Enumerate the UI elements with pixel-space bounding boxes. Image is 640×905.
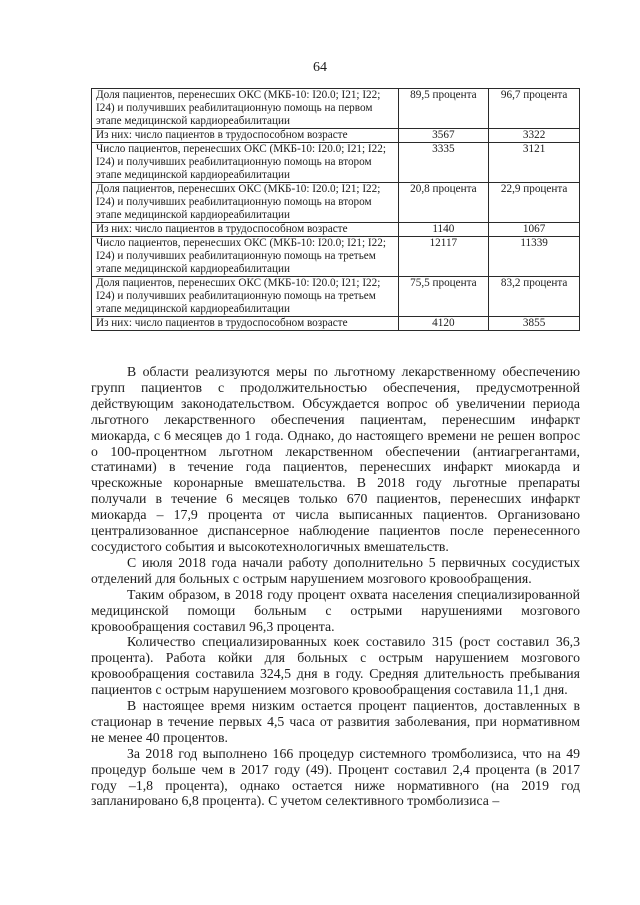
paragraph: В настоящее время низким остается процент пациентов, доставленных в стационар в течение первых 4,5 часа от развития заболевания, при нормативном не менее 40 процентов.: [91, 698, 580, 745]
table-row: [92, 143, 580, 183]
row-label: Число пациентов, перенесших ОКС (МКБ-10: I20.0; I21; I22; I24) и получивших реабилитационную помощь на втором этапе медицинской кардиореабилитации: [92, 143, 399, 183]
row-label: Из них: число пациентов в трудоспособном возрасте: [92, 129, 399, 143]
table-row: [92, 277, 580, 317]
value-cell: 1140: [398, 223, 489, 237]
value-cell: 3855: [489, 317, 580, 331]
value-cell: 83,2 процента: [489, 277, 580, 317]
value-cell: 12117: [398, 237, 489, 277]
paragraph: Таким образом, в 2018 году процент охвата населения специализированной медицинской помощи больным с острыми нарушениями мозгового кровообращения составил 96,3 процента.: [91, 586, 580, 634]
row-label: Из них: число пациентов в трудоспособном возрасте: [92, 317, 399, 331]
body-text: [91, 364, 580, 809]
row-label: Доля пациентов, перенесших ОКС (МКБ-10: I20.0; I21; I22; I24) и получивших реабилитационную помощь на третьем этапе медицинской кардиореабилитации: [92, 277, 399, 317]
value-cell: 3335: [398, 143, 489, 183]
value-cell: 20,8 процента: [398, 183, 489, 223]
value-cell: 3567: [398, 129, 489, 143]
paragraph: В области реализуются меры по льготному лекарственному обеспечению групп пациентов с продолжительностью обеспечения, предусмотренной действующим законодательством. Обсуждается вопрос об увеличении периода льготного лекарственного обеспечения пациентам, перенесшим инфаркт миокарда, с 6 месяцев до 1 года. Однако, до настоящего времени не решен вопрос о 100-процентном льготном лекарственном обеспечении (антиагрегантами, статинами) в течение года пациентов, перенесших инфаркт миокарда и чрескожные коронарные вмешательства. В 2018 году льготные препараты получали в течение 6 месяцев только 670 пациентов, перенесших инфаркт миокарда – 17,9 процента от числа выписанных пациентов. Организовано централизованное диспансерное наблюдение пациентов после перенесенного сосудистого события и высокотехнологичных вмешательств.: [91, 364, 580, 554]
value-cell: 4120: [398, 317, 489, 331]
paragraph: С июля 2018 года начали работу дополнительно 5 первичных сосудистых отделений для больных с острым нарушением мозгового кровообращения.: [91, 554, 580, 586]
row-label: Из них: число пациентов в трудоспособном возрасте: [92, 223, 399, 237]
table-row: [92, 223, 580, 237]
row-label: Число пациентов, перенесших ОКС (МКБ-10: I20.0; I21; I22; I24) и получивших реабилитационную помощь на третьем этапе медицинской кардиореабилитации: [92, 237, 399, 277]
statistics-table: [91, 88, 580, 331]
paragraph: Количество специализированных коек составило 315 (рост составил 36,3 процента). Работа койки для больных с острым нарушением мозгового кровообращения составила 324,5 дня в году. Средняя длительность пребывания пациентов с острым нарушением мозгового кровообращения составила 11,1 дня.: [91, 634, 580, 698]
page-number: 64: [313, 60, 327, 75]
value-cell: 75,5 процента: [398, 277, 489, 317]
table-row: [92, 89, 580, 129]
table-row: [92, 317, 580, 331]
value-cell: 1067: [489, 223, 580, 237]
table-row: [92, 237, 580, 277]
table-row: [92, 183, 580, 223]
value-cell: 89,5 процента: [398, 89, 489, 129]
value-cell: 22,9 процента: [489, 183, 580, 223]
value-cell: 3322: [489, 129, 580, 143]
row-label: Доля пациентов, перенесших ОКС (МКБ-10: I20.0; I21; I22; I24) и получивших реабилитационную помощь на первом этапе медицинской кардиореабилитации: [92, 89, 399, 129]
value-cell: 3121: [489, 143, 580, 183]
paragraph: За 2018 год выполнено 166 процедур системного тромболизиса, что на 49 процедур больше чем в 2017 году (49). Процент составил 2,4 процента (в 2017 году –1,8 процента), однако остается ниже нормативного (на 2019 год запланировано 6,8 процента). С учетом селективного тромболизиса –: [91, 745, 580, 809]
row-label: Доля пациентов, перенесших ОКС (МКБ-10: I20.0; I21; I22; I24) и получивших реабилитационную помощь на втором этапе медицинской кардиореабилитации: [92, 183, 399, 223]
value-cell: 11339: [489, 237, 580, 277]
value-cell: 96,7 процента: [489, 89, 580, 129]
table-row: [92, 129, 580, 143]
